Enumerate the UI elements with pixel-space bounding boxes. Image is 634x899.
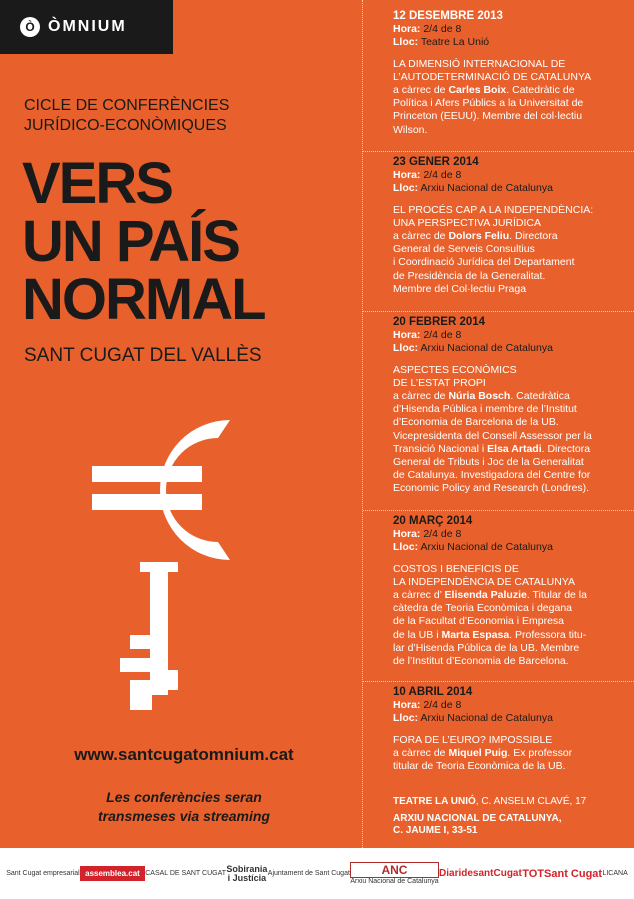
event-desc-line: de Presidència de la Generalitat. [393, 269, 546, 282]
sponsor-justicia-text: i Justícia [227, 872, 267, 883]
event-date: 10 ABRIL 2014 [393, 686, 473, 698]
city-name: SANT CUGAT DEL VALLÈS [24, 345, 262, 366]
event-desc-line: Membre del Col·lectiu Praga [393, 282, 527, 295]
event-desc-line: Catedràtica [516, 390, 570, 403]
website-link[interactable]: www.santcugatomnium.cat [74, 745, 294, 764]
event-desc-line: Transició Nacional i [393, 442, 485, 455]
event-title-line: ASPECTES ECONÒMICS [393, 363, 517, 376]
event-item: 12 DESEMBRE 2013 Hora: 2/4 de 8 Lloc: Teatre La Unió LA DIMENSIÓ INTERNACIONAL DE L’AUTODETERMINACIÓ DE CATALUNYA a càrrec de Carles Boix. Catedràtic de Política i Afers Públics a la Universitat de Princeton (EEUU). Membre del col·lectiu Wilson. [363, 0, 634, 137]
event-title-line: UNA PERSPECTIVA JURÍDICA [393, 216, 542, 229]
event-time: 2/4 de 8 [423, 169, 462, 182]
subtitle-line-1: CICLE DE CONFERÈNCIES [24, 97, 230, 114]
event-intro: a càrrec de [393, 390, 449, 403]
event-desc-line: càtedra de Teoria Econòmica i degana [393, 602, 573, 615]
euro-key-icon [90, 380, 270, 730]
event-desc-line: Directora [514, 230, 558, 243]
streaming-line-2: transmeses via streaming [98, 808, 270, 824]
event-title-line: EL PROCÉS CAP A LA INDEPENDÈNCIA: [393, 203, 594, 216]
event-date: 20 MARÇ 2014 [393, 515, 473, 527]
event-desc-line: Ex professor [513, 746, 573, 759]
event-desc-line: Directora [547, 442, 591, 455]
venue-1-name: TEATRE LA UNIÓ [393, 796, 476, 807]
speaker-name: Elisenda Paluzie [444, 589, 527, 602]
event-date: 23 GENER 2014 [393, 156, 479, 168]
title-line-3: NORMAL [22, 267, 265, 332]
event-intro: a càrrec de [393, 84, 449, 97]
event-desc-line: Vicepresidenta del Consell Assessor per la [393, 429, 592, 442]
event-desc-line: d’Hisenda Pública i membre de l’Institut [393, 403, 577, 416]
sponsor-sant-cugat-empresarial[interactable]: Sant Cugat empresarial [6, 870, 80, 877]
speaker-name: Marta Espasa [441, 628, 510, 641]
event-title-line: DE L’ESTAT PROPI [393, 376, 486, 389]
main-title [22, 151, 352, 332]
event-item: 20 MARÇ 2014 Hora: 2/4 de 8 Lloc: Arxiu Nacional de Catalunya COSTOS I BENEFICIS DE LA INDEPENDÈNCIA DE CATALUNYA a càrrec d’ Elisenda Paluzie. Titular de la càtedra de Teoria Econòmica i degana de la Facultat d’Economia i Empresa de la UB i Marta Espasa. Professora titu- lar d’Hisenda Pública de la UB. Membre de l’Institut d’Economia de Barcelona. [363, 510, 634, 668]
speaker-name: Núria Bosch [448, 390, 511, 403]
event-date: 20 FEBRER 2014 [393, 316, 486, 328]
event-item: 10 ABRIL 2014 Hora: 2/4 de 8 Lloc: Arxiu Nacional de Catalunya FORA DE L’EURO? IMPOSSIBLE a càrrec de Miquel Puig. Ex professor titular de Teoria Econòmica de la UB. [363, 681, 634, 773]
sponsor-casal[interactable]: CASAL DE SANT CUGAT [145, 870, 226, 877]
hora-label: Hora: [393, 169, 421, 182]
event-desc-line: Catedràtic de [512, 84, 575, 97]
subtitle-line-2: JURÍDICO-ECONÒMIQUES [24, 117, 227, 134]
lloc-label: Lloc: [393, 541, 419, 554]
cycle-subtitle [24, 96, 324, 136]
venue-addresses [393, 796, 628, 837]
speaker-name: Dolors Feliu [448, 230, 510, 243]
speaker-name: Miquel Puig [448, 746, 508, 759]
event-desc-line: Política i Afers Públics a la Universitat de [393, 97, 584, 110]
event-desc-line: Princeton (EEUU). Membre del col·lectiu [393, 110, 583, 123]
event-desc-line: de la UB i [393, 628, 439, 641]
speaker-name: Carles Boix [448, 84, 507, 97]
event-venue: Arxiu Nacional de Catalunya [420, 541, 553, 554]
event-desc-line: Wilson. [393, 123, 428, 136]
hora-label: Hora: [393, 23, 421, 36]
event-title-line: COSTOS I BENEFICIS DE [393, 562, 519, 575]
sponsor-anc[interactable] [350, 862, 438, 885]
sponsor-bar [0, 848, 634, 899]
streaming-note [24, 788, 344, 826]
event-venue: Arxiu Nacional de Catalunya [420, 342, 553, 355]
omnium-logo[interactable] [0, 0, 173, 54]
event-desc-line: de la Facultat d’Economia i Empresa [393, 615, 564, 628]
event-venue: Teatre La Unió [420, 36, 490, 49]
event-time: 2/4 de 8 [423, 699, 462, 712]
event-item: 23 GENER 2014 Hora: 2/4 de 8 Lloc: Arxiu Nacional de Catalunya EL PROCÉS CAP A LA INDEPENDÈNCIA: UNA PERSPECTIVA JURÍDICA a càrrec de Dolors Feliu. Directora General de Serveis Consultius i Coordinació Jurídica del Departament de Presidència de la Generalitat. Membre del Col·lectiu Praga [363, 151, 634, 296]
event-desc-line: titular de Teoria Econòmica de la UB. [393, 760, 566, 773]
sponsor-anc-text: Arxiu Nacional de Catalunya [350, 878, 439, 885]
title-line-1: VERS [22, 151, 172, 216]
hora-label: Hora: [393, 699, 421, 712]
event-venue: Arxiu Nacional de Catalunya [420, 712, 553, 725]
hora-label: Hora: [393, 329, 421, 342]
lloc-label: Lloc: [393, 182, 419, 195]
event-venue: Arxiu Nacional de Catalunya [420, 182, 553, 195]
event-intro: a càrrec de [393, 746, 449, 759]
event-title-line: L’AUTODETERMINACIÓ DE CATALUNYA [393, 70, 592, 83]
event-desc-line: Titular de la [532, 589, 587, 602]
sponsor-licana[interactable]: LICANA [602, 870, 628, 877]
venue-2-address: C. JAUME I, 33-51 [393, 825, 478, 836]
omnium-logo-icon: Ò [20, 17, 40, 37]
sponsor-anc-logo: ANC [350, 862, 438, 878]
lloc-label: Lloc: [393, 712, 419, 725]
title-line-2: UN PAÍS [22, 209, 239, 274]
lloc-label: Lloc: [393, 36, 419, 49]
venue-2-name: ARXIU NACIONAL DE CATALUNYA, [393, 813, 562, 824]
event-desc-line: General de Tributs i Joc de la Generalitat [393, 456, 584, 469]
event-desc-line: General de Serveis Consultius [393, 243, 535, 256]
event-desc-line: i Coordinació Jurídica del Departament [393, 256, 575, 269]
hora-label: Hora: [393, 528, 421, 541]
event-desc-line: Professora titu- [515, 628, 587, 641]
event-desc-line: lar d’Hisenda Pública de la UB. Membre [393, 641, 580, 654]
event-desc-line: de Catalunya. Investigadora del Centre for [393, 469, 591, 482]
event-title-line: FORA DE L’EURO? IMPOSSIBLE [393, 733, 553, 746]
sponsor-ajuntament[interactable]: Ajuntament de Sant Cugat [267, 870, 350, 877]
event-item: 20 FEBRER 2014 Hora: 2/4 de 8 Lloc: Arxiu Nacional de Catalunya ASPECTES ECONÒMICS DE L’ESTAT PROPI a càrrec de Núria Bosch. Catedràtica d’Hisenda Pública i membre de l’Institut d’Economia de Barcelona de la UB. Vicepresidenta del Consell Assessor per la Transició Nacional i Elsa Artadi. Directora General de Tributs i Joc de la Generalitat de Catalunya. Investigadora del Centre for Economic Policy and Research (Londres). [363, 311, 634, 496]
venue-1-address: , C. ANSELM CLAVÉ, 17 [475, 796, 587, 807]
event-time: 2/4 de 8 [423, 23, 462, 36]
omnium-logo-text: ÒMNIUM [48, 18, 127, 35]
event-desc-line: de l’Institut d’Economia de Barcelona. [393, 655, 569, 668]
event-desc-line: Economic Policy and Research (Londres). [393, 482, 590, 495]
event-time: 2/4 de 8 [423, 528, 462, 541]
lloc-label: Lloc: [393, 342, 419, 355]
event-date: 12 DESEMBRE 2013 [393, 10, 503, 22]
event-desc-line: d’Economia de Barcelona de la UB. [393, 416, 559, 429]
streaming-line-1: Les conferències seran [106, 789, 262, 805]
events-column [363, 0, 634, 848]
event-intro: a càrrec de [393, 230, 449, 243]
sponsor-sobirania-text: Sobirania [226, 863, 268, 874]
event-time: 2/4 de 8 [423, 329, 462, 342]
sponsor-tot-sant-cugat[interactable]: TOTSant Cugat [522, 867, 603, 880]
event-intro: a càrrec d’ [393, 589, 445, 602]
sponsor-diari[interactable]: DiaridesantCugat [439, 868, 522, 879]
event-title-line: LA INDEPENDÈNCIA DE CATALUNYA [393, 575, 576, 588]
sponsor-sobirania-justicia[interactable] [226, 865, 267, 883]
event-title-line: LA DIMENSIÓ INTERNACIONAL DE [393, 57, 566, 70]
sponsor-assemblea[interactable]: assemblea.cat [80, 866, 145, 881]
speaker-name: Elsa Artadi [487, 442, 542, 455]
